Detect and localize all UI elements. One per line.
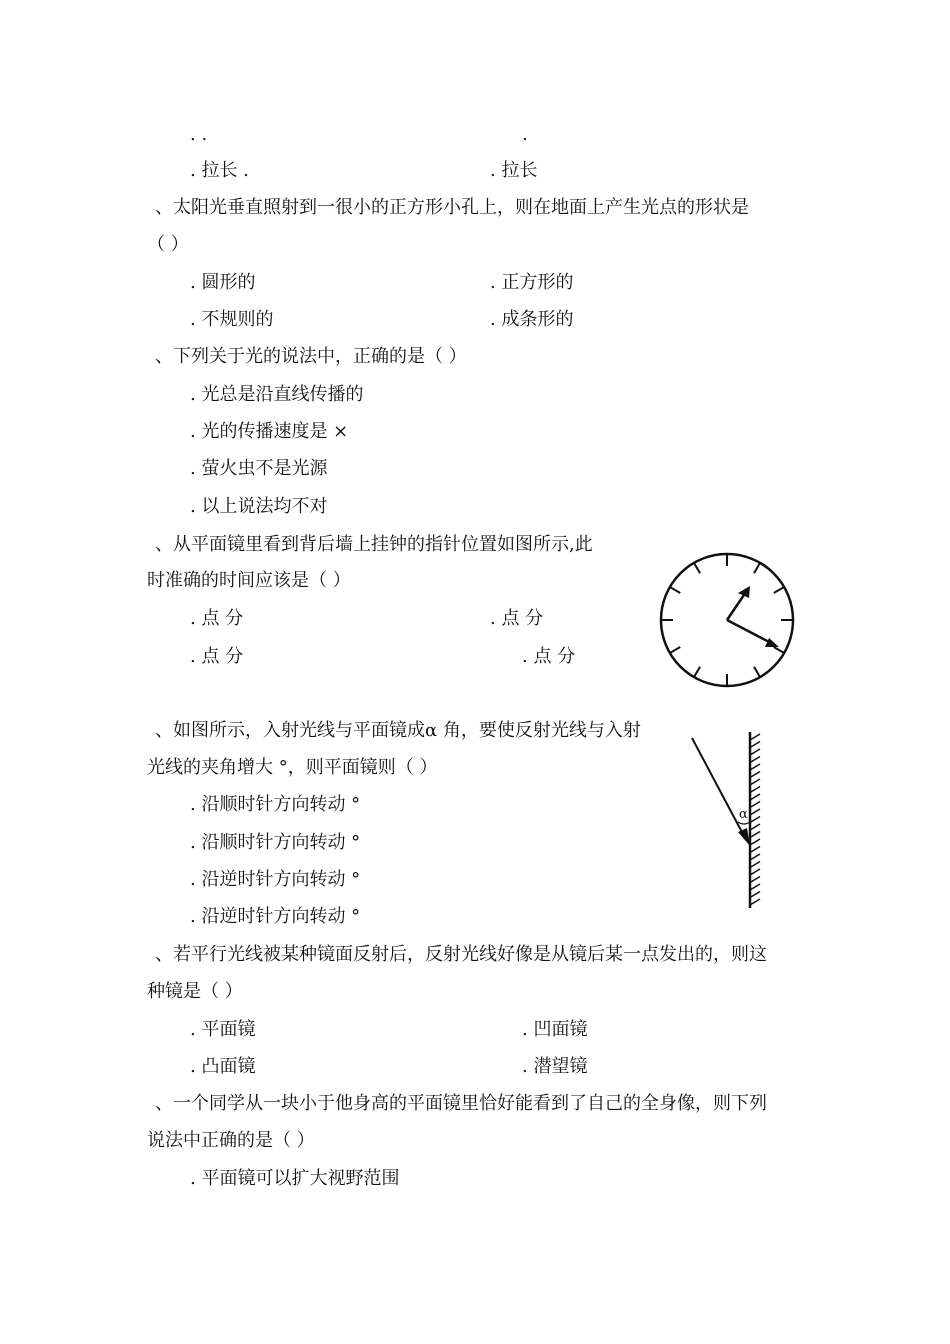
option-a: . 点 分 xyxy=(190,608,244,629)
clock-tick xyxy=(694,563,700,573)
hatch-mark xyxy=(750,764,760,770)
hatch-mark xyxy=(750,794,760,800)
option-d: . 潜望镜 xyxy=(522,1056,588,1077)
option-a: . 圆形的 xyxy=(190,272,256,293)
option-b: . 凹面镜 xyxy=(522,1019,588,1040)
question-stem: 、下列关于光的说法中，正确的是（ ） xyxy=(155,346,467,367)
hatch-mark xyxy=(750,742,760,748)
question-stem-cont: 光线的夹角增大 °，则平面镜则（ ） xyxy=(147,757,438,778)
hatch-mark xyxy=(750,817,760,823)
clock-tick xyxy=(694,667,700,677)
option-a: . 平面镜可以扩大视野范围 xyxy=(190,1168,400,1189)
clock-tick xyxy=(754,667,760,677)
incident-ray-arrowhead xyxy=(738,828,750,846)
hatch-mark xyxy=(750,809,760,815)
clock-tick xyxy=(754,563,760,573)
plane-mirror-figure xyxy=(680,728,775,913)
hatch-mark xyxy=(750,757,760,763)
clock-hand-long-arrowhead xyxy=(765,638,779,647)
hatch-mark xyxy=(750,772,760,778)
hatch-mark xyxy=(750,892,760,898)
option-a: . 平面镜 xyxy=(190,1019,256,1040)
clock-tick xyxy=(670,647,680,653)
hatch-mark xyxy=(750,839,760,845)
option-d: . 成条形的 xyxy=(490,309,574,330)
hatch-mark xyxy=(750,734,760,740)
option-a: . 沿顺时针方向转动 ° xyxy=(190,794,361,815)
mirror-hatching xyxy=(750,734,760,905)
option-b: . 正方形的 xyxy=(490,272,574,293)
incident-ray xyxy=(692,738,744,836)
question-stem: 、如图所示，入射光线与平面镜成α 角，要使反射光线与入射 xyxy=(155,720,641,741)
hatch-mark xyxy=(750,854,760,860)
angle-arc xyxy=(738,822,750,824)
question-stem-cont: 时准确的时间应该是（ ） xyxy=(147,570,351,591)
top-line1-a: . . xyxy=(190,124,208,145)
hatch-mark xyxy=(750,824,760,830)
option-c: . 沿逆时针方向转动 ° xyxy=(190,869,361,890)
hatch-mark xyxy=(750,869,760,875)
option-b: . 沿顺时针方向转动 ° xyxy=(190,832,361,853)
option-c: . 萤火虫不是光源 xyxy=(190,458,328,479)
hatch-mark xyxy=(750,779,760,785)
option-a: . 光总是沿直线传播的 xyxy=(190,384,364,405)
question-stem-cont: 说法中正确的是（ ） xyxy=(147,1130,315,1151)
clock-hand-long xyxy=(727,620,773,644)
hatch-mark xyxy=(750,802,760,808)
question-stem-cont: （ ） xyxy=(147,234,189,255)
hatch-mark xyxy=(750,884,760,890)
option-c: . 不规则的 xyxy=(190,309,274,330)
option-d: . 以上说法均不对 xyxy=(190,496,328,517)
clock-tick xyxy=(774,587,784,593)
hatch-mark xyxy=(750,832,760,838)
hatch-mark xyxy=(750,877,760,883)
hatch-mark xyxy=(750,749,760,755)
question-stem: 、从平面镜里看到背后墙上挂钟的指针位置如图所示,此 xyxy=(155,534,593,555)
option-c: . 点 分 xyxy=(190,646,244,667)
question-stem-cont: 种镜是（ ） xyxy=(147,981,243,1002)
option-b: . 点 分 xyxy=(490,608,544,629)
question-stem: 、一个同学从一块小于他身高的平面镜里恰好能看到了自己的全身像，则下列 xyxy=(155,1093,767,1114)
hatch-mark xyxy=(750,862,760,868)
hatch-mark xyxy=(750,847,760,853)
option-c: . 凸面镜 xyxy=(190,1056,256,1077)
option-d: . 沿逆时针方向转动 ° xyxy=(190,906,361,927)
option-b: . 光的传播速度是 × xyxy=(190,421,349,442)
question-stem: 、太阳光垂直照射到一很小的正方形小孔上，则在地面上产生光点的形状是 xyxy=(155,197,749,218)
clock-tick xyxy=(670,587,680,593)
hatch-mark xyxy=(750,899,760,905)
top-line2-a: . 拉长 . xyxy=(190,160,249,181)
option-d: . 点 分 xyxy=(522,646,576,667)
top-line1-b: . xyxy=(522,124,528,145)
mirror-clock-figure xyxy=(655,548,800,693)
hatch-mark xyxy=(750,787,760,793)
top-line2-b: . 拉长 xyxy=(490,160,538,181)
question-stem: 、若平行光线被某种镜面反射后，反射光线好像是从镜后某一点发出的，则这 xyxy=(155,944,767,965)
angle-alpha-label: α xyxy=(739,807,748,822)
clock-tick xyxy=(774,647,784,653)
